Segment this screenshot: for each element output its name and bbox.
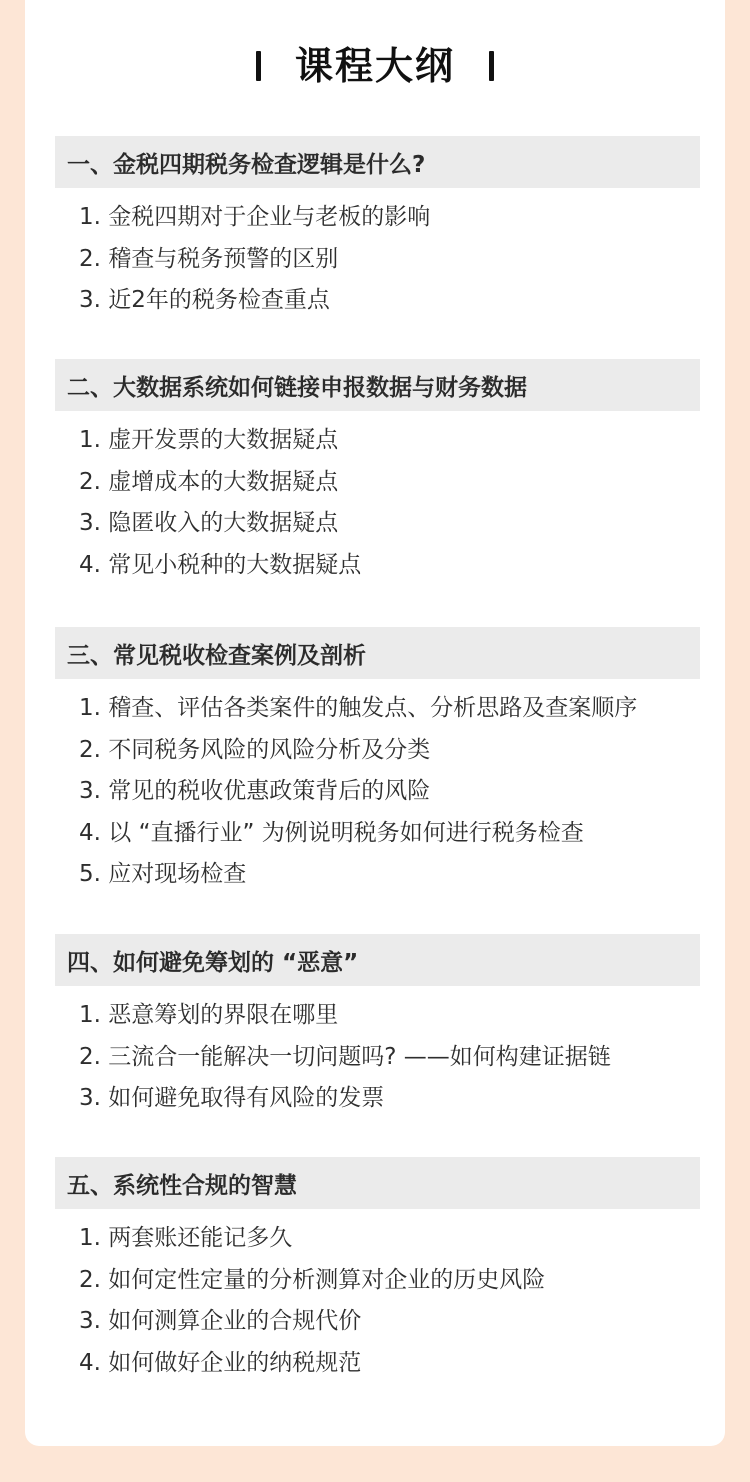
list-item: 5. 应对现场检查 bbox=[79, 861, 247, 887]
section-2 bbox=[55, 359, 700, 586]
section-items bbox=[55, 411, 700, 586]
section-5 bbox=[55, 1157, 700, 1384]
list-item: 1. 稽查、评估各类案件的触发点、分析思路及查案顺序 bbox=[79, 695, 638, 721]
section-items bbox=[55, 188, 700, 322]
list-item: 1. 两套账还能记多久 bbox=[79, 1225, 293, 1251]
list-item: 4. 如何做好企业的纳税规范 bbox=[79, 1349, 362, 1376]
list-item: 2. 三流合一能解决一切问题吗? ——如何构建证据链 bbox=[79, 1043, 611, 1070]
list-item: 4. 常见小税种的大数据疑点 bbox=[79, 551, 362, 578]
title-bar-right bbox=[489, 51, 494, 81]
section-heading: 三、常见税收检查案例及剖析 bbox=[55, 627, 700, 679]
section-heading: 五、系统性合规的智慧 bbox=[55, 1157, 700, 1209]
section-1 bbox=[55, 136, 700, 322]
section-3 bbox=[55, 627, 700, 896]
list-item: 3. 常见的税收优惠政策背后的风险 bbox=[79, 778, 431, 804]
list-item: 1. 虚开发票的大数据疑点 bbox=[79, 427, 339, 453]
section-4 bbox=[55, 934, 700, 1120]
list-item: 3. 如何测算企业的合规代价 bbox=[79, 1308, 362, 1334]
list-item: 3. 隐匿收入的大数据疑点 bbox=[79, 510, 339, 536]
list-item: 3. 近2年的税务检查重点 bbox=[79, 287, 330, 313]
list-item: 2. 虚增成本的大数据疑点 bbox=[79, 468, 339, 495]
list-item: 1. 金税四期对于企业与老板的影响 bbox=[79, 204, 431, 230]
section-heading: 四、如何避免筹划的 “恶意” bbox=[55, 934, 700, 986]
section-items bbox=[55, 1209, 700, 1384]
list-item: 4. 以 “直播行业” 为例说明税务如何进行税务检查 bbox=[79, 819, 584, 846]
list-item: 2. 稽查与税务预警的区别 bbox=[79, 245, 339, 272]
list-item: 2. 不同税务风险的风险分析及分类 bbox=[79, 736, 431, 763]
title-row bbox=[25, 40, 725, 92]
list-item: 2. 如何定性定量的分析测算对企业的历史风险 bbox=[79, 1266, 546, 1293]
page-title: 课程大纲 bbox=[294, 44, 455, 88]
title-bar-left bbox=[256, 51, 261, 81]
list-item: 1. 恶意筹划的界限在哪里 bbox=[79, 1002, 339, 1028]
section-heading: 一、金税四期税务检查逻辑是什么? bbox=[55, 136, 700, 188]
section-heading: 二、大数据系统如何链接申报数据与财务数据 bbox=[55, 359, 700, 411]
section-items bbox=[55, 986, 700, 1120]
section-items bbox=[55, 679, 700, 896]
outline-card bbox=[25, 0, 725, 1446]
list-item: 3. 如何避免取得有风险的发票 bbox=[79, 1085, 385, 1111]
